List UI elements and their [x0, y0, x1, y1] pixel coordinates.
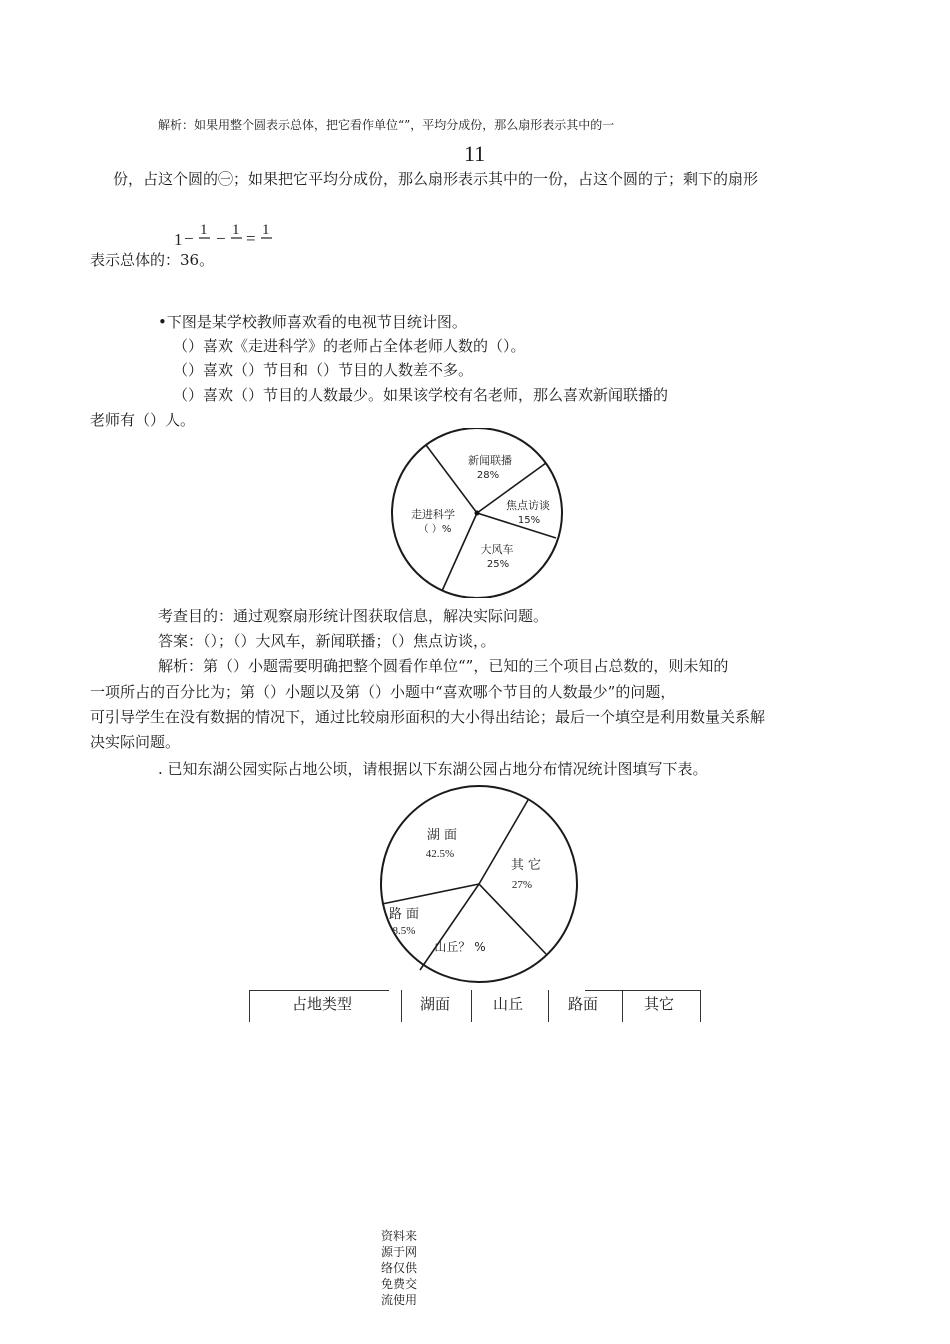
table-border — [622, 990, 623, 1022]
footnote-line: 流使用 — [381, 1293, 418, 1307]
table-top-border — [585, 990, 701, 991]
intro-line2: 份，占这个圆的㊀；如果把它平均分成份，那么扇形表示其中的一份，占这个圆的亍；剩下的扇形 — [113, 170, 759, 188]
svg-text:1: 1 — [232, 222, 241, 238]
source-footnote — [381, 1228, 431, 1308]
pie1-label-value: 28% — [476, 470, 500, 481]
pie2-label-name: 山丘？ % — [434, 940, 486, 954]
land-type-table — [249, 990, 701, 1022]
table-header-cell: 湖面 — [420, 995, 451, 1013]
pie1-label-name: 走进科学 — [411, 508, 455, 521]
pie2-label-value: 42.5% — [425, 848, 455, 860]
pie1-label-value: 25% — [486, 559, 510, 570]
svg-text:−: − — [184, 229, 195, 248]
footnote-line: 络仅供 — [381, 1261, 418, 1275]
table-border — [700, 990, 701, 1022]
svg-text:=: = — [246, 229, 257, 248]
pie2-label-value: 8.5% — [392, 925, 416, 937]
pie2-divider — [479, 884, 546, 954]
a1-analysis1: 解析：第（）小题需要明确把整个圆看作单位“”，已知的三个项目占总数的，则未知的 — [158, 657, 729, 675]
number-11: 11 — [464, 141, 486, 166]
pie2-label-name: 路 面 — [388, 907, 420, 922]
park-land-pie-chart — [370, 780, 580, 990]
pie1-divider — [477, 513, 556, 538]
pie2-label-value: 27% — [511, 879, 533, 891]
table-top-border — [249, 990, 389, 991]
table-header-cell: 其它 — [644, 995, 675, 1013]
footnote-line: 免费交 — [381, 1277, 418, 1291]
intro-line1: 解析：如果用整个圆表示总体，把它看作单位“”，平均分成份，那么扇形表示其中的一 — [158, 118, 615, 132]
table-border — [401, 990, 402, 1022]
pie1-label-name: 焦点访谈 — [506, 499, 550, 512]
table-header-cell: 路面 — [568, 995, 599, 1013]
pie1-label-value: （ ）% — [418, 524, 452, 535]
q1-title: •下图是某学校教师喜欢看的电视节目统计图。 — [158, 313, 467, 331]
a1-analysis3: 可引导学生在没有数据的情况下，通过比较扇形面积的大小得出结论；最后一个填空是利用数量关系解 — [90, 708, 766, 726]
svg-text:−: − — [216, 229, 227, 248]
intro-line3: 表示总体的：36。 — [90, 251, 215, 269]
tv-program-pie-chart — [380, 428, 580, 598]
table-border — [249, 990, 250, 1022]
table-header-cell: 占地类型 — [292, 995, 353, 1013]
q1-part1: （）喜欢《走进科学》的老师占全体老师人数的（）。 — [173, 337, 526, 355]
table-border — [471, 990, 472, 1022]
q1-part3-cont: 老师有（）人。 — [90, 411, 196, 429]
pie1-label-value: 15% — [517, 515, 541, 526]
footnote-line: 资料来 — [381, 1229, 418, 1243]
footnote-line: 源于网 — [381, 1245, 418, 1259]
pie1-label-name: 大风车 — [480, 543, 514, 556]
pie2-divider — [382, 884, 479, 904]
pie2-divider — [420, 884, 479, 970]
pie2-label-name: 湖 面 — [426, 828, 458, 843]
a1-answer: 答案：（）；（）大风车，新闻联播；（）焦点访谈，。 — [158, 632, 496, 650]
table-header-cell: 山丘 — [493, 995, 524, 1013]
q1-part3: （）喜欢（）节目的人数最少。如果该学校有名老师，那么喜欢新闻联播的 — [173, 386, 669, 404]
pie1-label-name: 新闻联播 — [468, 454, 512, 467]
table-border — [548, 990, 549, 1022]
a1-analysis4: 决实际问题。 — [90, 733, 181, 751]
q1-part2: （）喜欢（）节目和（）节目的人数差不多。 — [173, 361, 474, 379]
a1-analysis2: 一项所占的百分比为；第（）小题以及第（）小题中“喜欢哪个节目的人数最少”的问题， — [90, 683, 676, 701]
pie2-label-name: 其 它 — [510, 858, 542, 873]
q2-title: . 已知东湖公园实际占地公顷，请根据以下东湖公园占地分布情况统计图填写下表。 — [158, 760, 708, 778]
svg-text:1: 1 — [174, 230, 184, 249]
pie1-center — [475, 511, 480, 516]
svg-text:1: 1 — [200, 222, 209, 238]
svg-text:1: 1 — [262, 222, 271, 238]
a1-purpose: 考查目的：通过观察扇形统计图获取信息，解决实际问题。 — [158, 607, 549, 625]
